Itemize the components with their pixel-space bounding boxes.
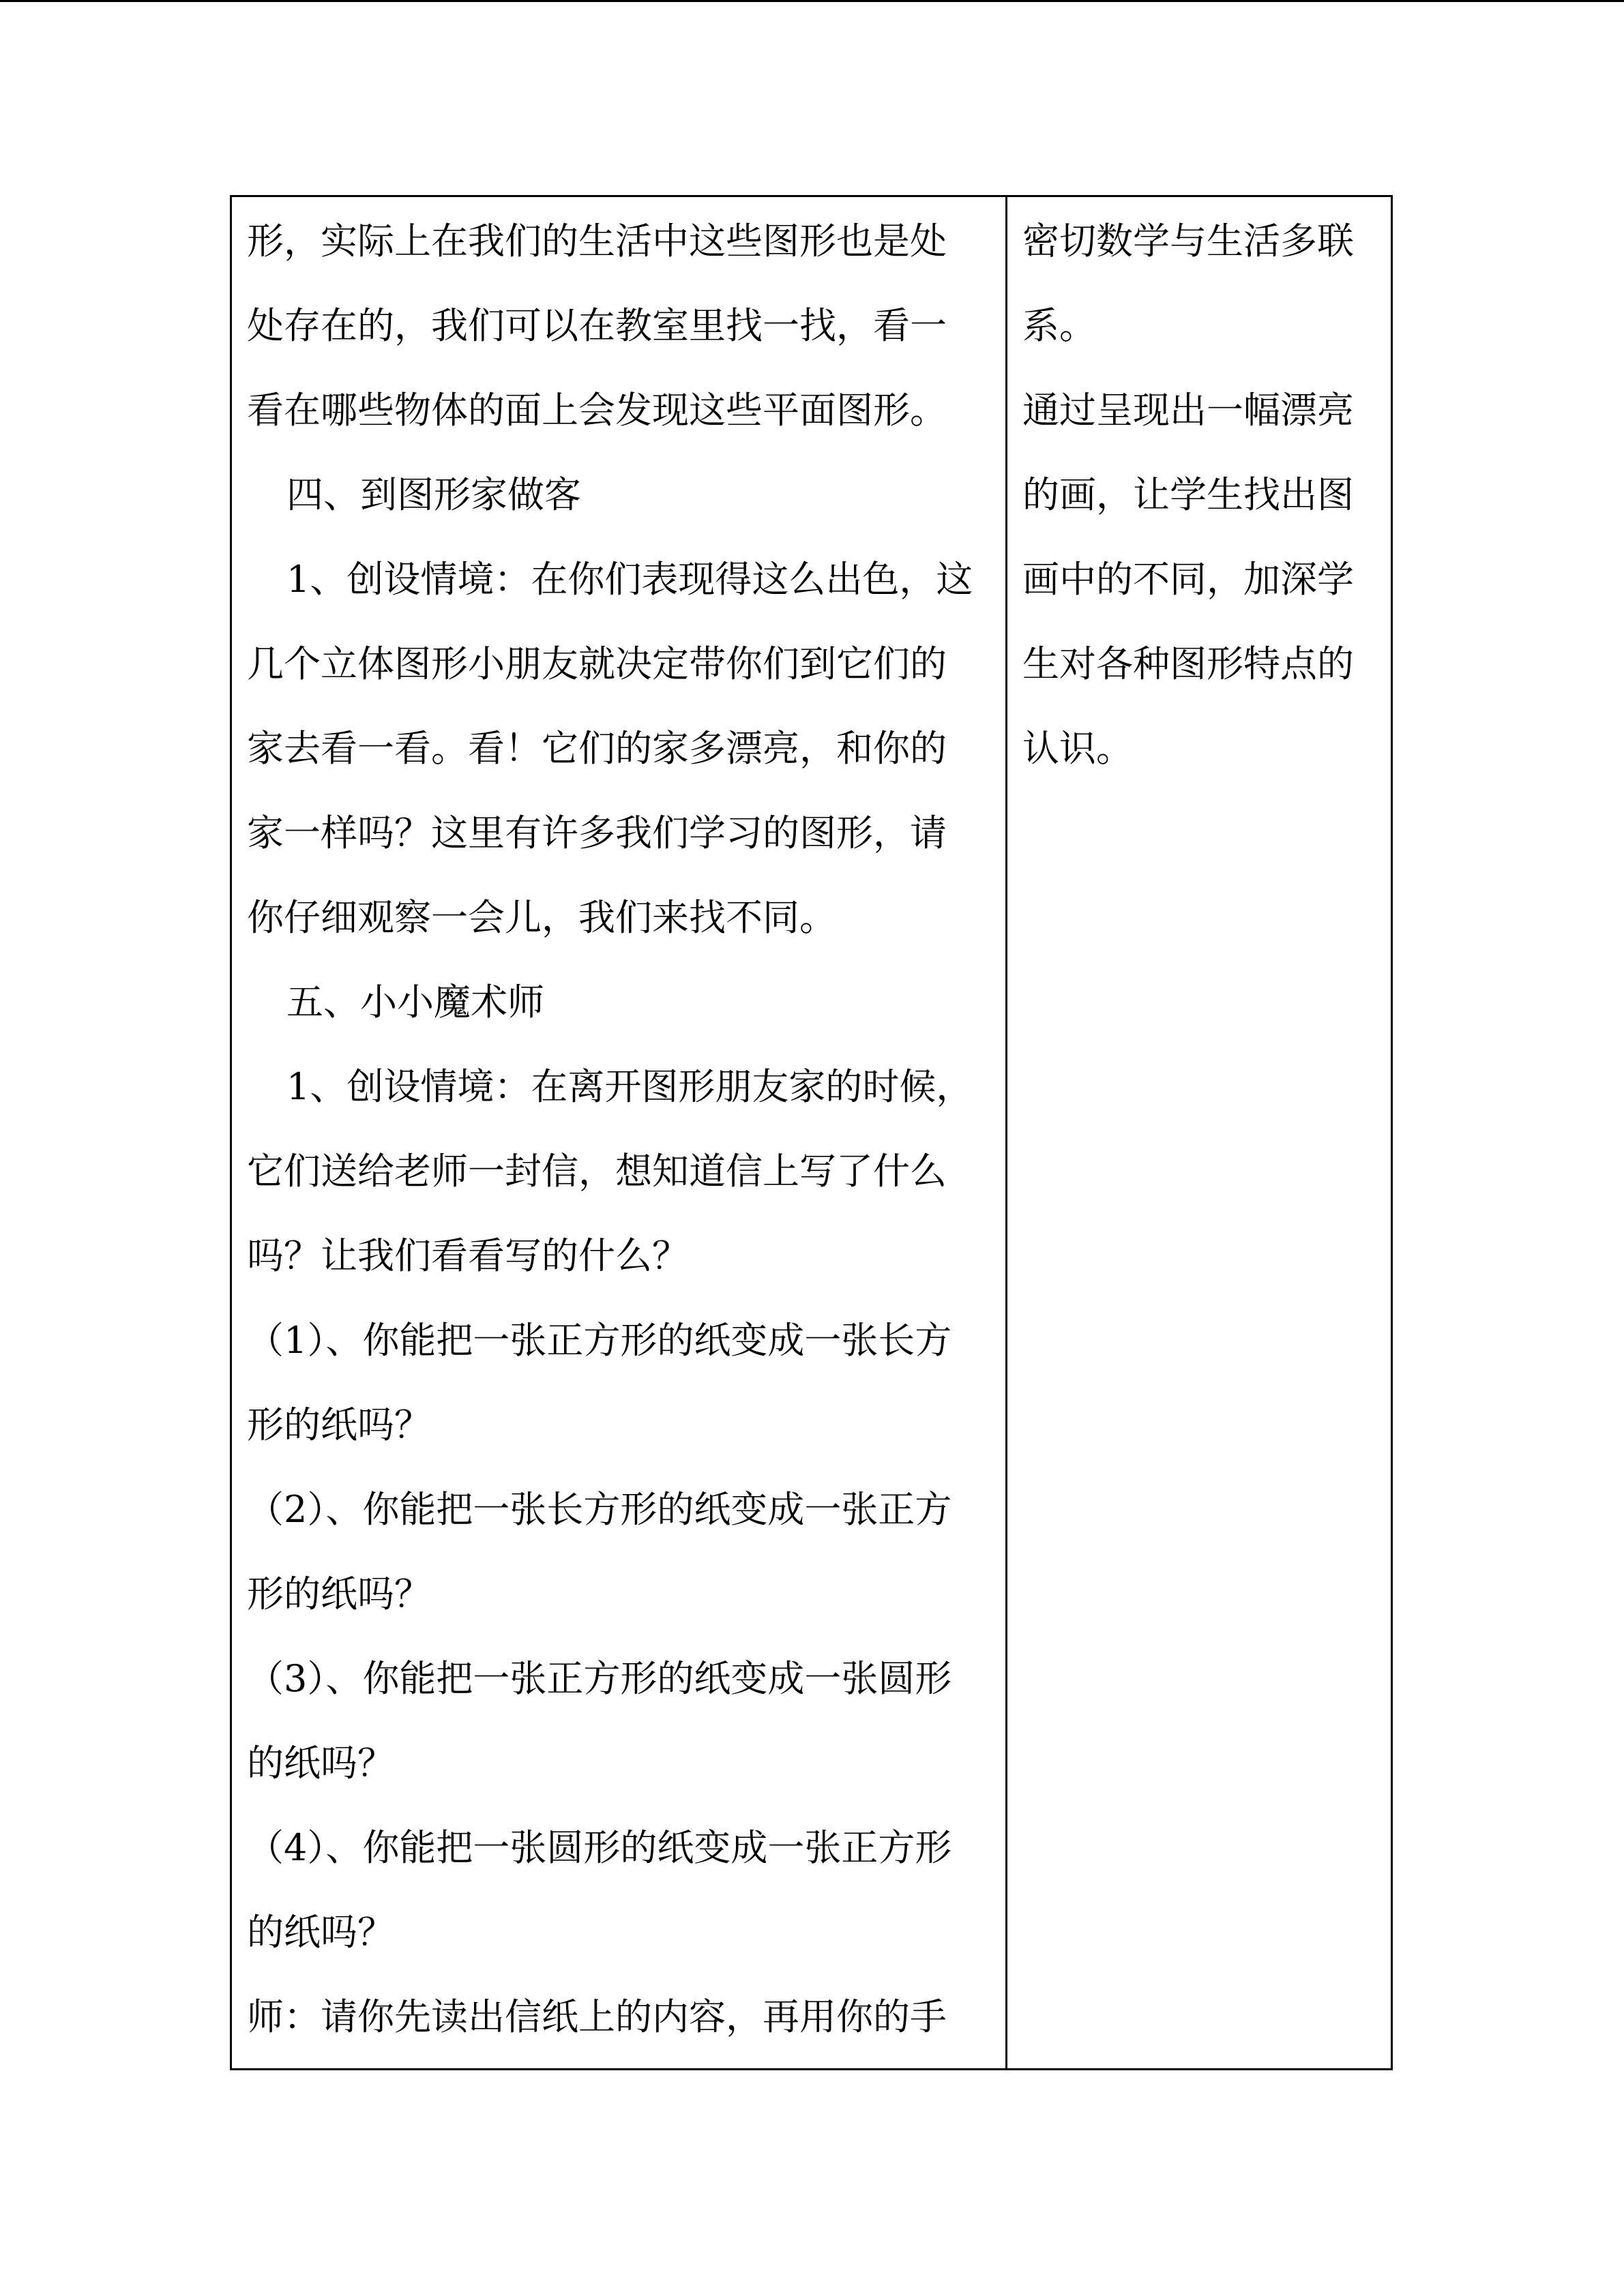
side-line-7: 认识。 bbox=[1022, 727, 1133, 770]
main-line-5: 1、创设情境：在你们表现得这么出色，这 bbox=[286, 558, 973, 601]
side-line-4: 的画，让学生找出图 bbox=[1022, 473, 1354, 516]
main-line-15: 形的纸吗？ bbox=[247, 1403, 431, 1446]
main-line-9: 你仔细观察一会儿，我们来找不同。 bbox=[247, 896, 836, 939]
main-line-21: 的纸吗？ bbox=[247, 1911, 394, 1954]
page-top-rule bbox=[0, 0, 1624, 2]
main-line-16: （2）、你能把一张长方形的纸变成一张正方 bbox=[247, 1488, 952, 1531]
main-line-17: 形的纸吗？ bbox=[247, 1572, 431, 1615]
main-line-11: 1、创设情境：在离开图形朋友家的时候， bbox=[286, 1065, 973, 1108]
main-line-1: 形，实际上在我们的生活中这些图形也是处 bbox=[247, 220, 947, 263]
main-line-13: 吗？让我们看看写的什么？ bbox=[247, 1234, 689, 1277]
design-intent-column bbox=[1007, 197, 1391, 2068]
side-line-3: 通过呈现出一幅漂亮 bbox=[1022, 389, 1354, 432]
side-line-2: 系。 bbox=[1022, 304, 1096, 347]
main-line-2: 处存在的，我们可以在教室里找一找，看一 bbox=[247, 304, 947, 347]
main-line-20: （4）、你能把一张圆形的纸变成一张正方形 bbox=[247, 1826, 952, 1869]
main-line-22: 师：请你先读出信纸上的内容，再用你的手 bbox=[247, 1995, 947, 2038]
lesson-plan-table bbox=[230, 195, 1393, 2070]
main-line-14: （1）、你能把一张正方形的纸变成一张长方 bbox=[247, 1319, 952, 1362]
side-line-1: 密切数学与生活多联 bbox=[1022, 220, 1354, 263]
side-line-5: 画中的不同，加深学 bbox=[1022, 558, 1354, 601]
section-heading-5: 五、小小魔术师 bbox=[286, 981, 544, 1024]
section-heading-4: 四、到图形家做客 bbox=[286, 473, 581, 516]
side-line-6: 生对各种图形特点的 bbox=[1022, 642, 1354, 685]
main-line-12: 它们送给老师一封信，想知道信上写了什么 bbox=[247, 1150, 947, 1193]
main-line-6: 几个立体图形小朋友就决定带你们到它们的 bbox=[247, 642, 947, 685]
teaching-process-column bbox=[232, 197, 1007, 2068]
main-line-18: （3）、你能把一张正方形的纸变成一张圆形 bbox=[247, 1657, 952, 1700]
main-line-7: 家去看一看。看！它们的家多漂亮，和你的 bbox=[247, 727, 947, 770]
main-line-19: 的纸吗？ bbox=[247, 1742, 394, 1785]
main-line-8: 家一样吗？这里有许多我们学习的图形，请 bbox=[247, 811, 947, 854]
main-line-3: 看在哪些物体的面上会发现这些平面图形。 bbox=[247, 389, 947, 432]
